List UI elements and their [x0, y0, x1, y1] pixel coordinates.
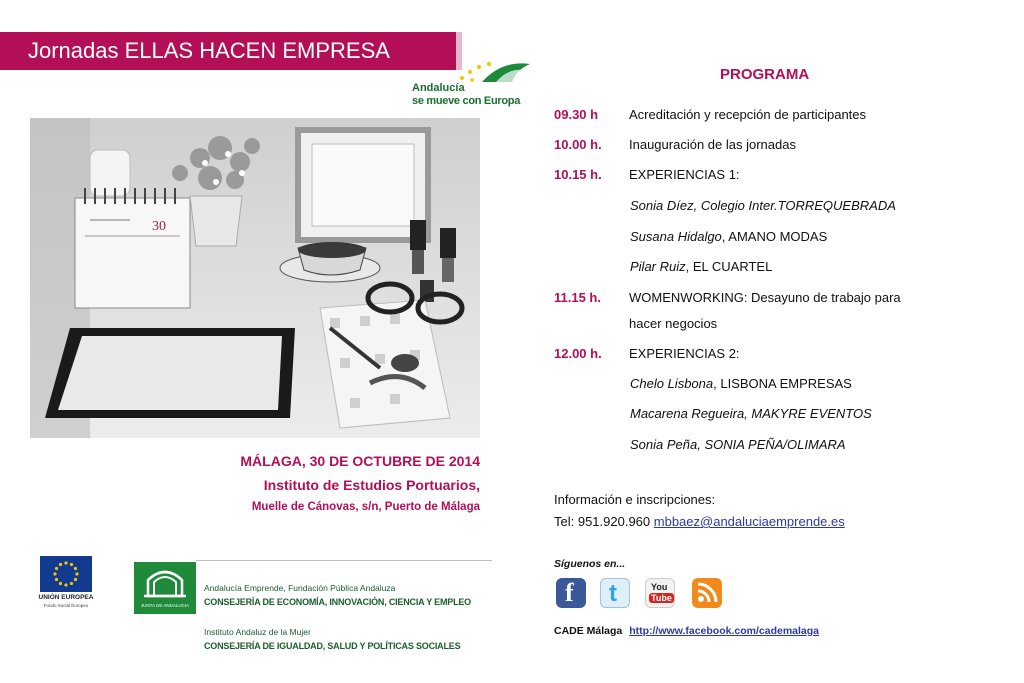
event-date: MÁLAGA, 30 DE OCTUBRE DE 2014 — [240, 453, 480, 469]
title-banner — [0, 32, 456, 70]
dept-igualdad: CONSEJERÍA DE IGUALDAD, SALUD Y POLÍTICAS SOCIALES — [204, 641, 461, 651]
logo-line1: Andalucía — [412, 82, 465, 94]
program-item: WOMENWORKING: Desayuno de trabajo para — [629, 290, 901, 305]
speaker-item — [630, 259, 772, 274]
eu-fund: Fondo Social Europeo — [43, 603, 89, 608]
program-item: EXPERIENCIAS 2: — [629, 346, 740, 361]
follow-label: Síguenos en... — [554, 558, 626, 570]
facebook-glyph: f — [565, 578, 574, 607]
logo-line2: se mueve con Europa — [412, 95, 521, 107]
cade-facebook-link[interactable]: http://www.facebook.com/cademalaga — [629, 625, 820, 637]
programa-heading: PROGRAMA — [720, 66, 810, 83]
program-time: 11.15 h. — [554, 290, 601, 305]
speaker-name: Macarena Regueira, MAKYRE EVENTOS — [630, 406, 872, 421]
twitter-icon[interactable] — [600, 578, 630, 608]
dept-economia: CONSEJERÍA DE ECONOMÍA, INNOVACIÓN, CIENCIA Y EMPLEO — [204, 597, 471, 607]
speaker-name: Sonia Peña, SONIA PEÑA/OLIMARA — [630, 437, 846, 452]
cade-label: CADE Málaga — [554, 625, 623, 637]
speaker-company: , EL CUARTEL — [685, 259, 773, 274]
twitter-glyph: t — [609, 580, 617, 607]
program-time: 10.15 h. — [554, 167, 602, 182]
speaker-name: Pilar Ruiz — [630, 259, 686, 274]
calendar-day: 30 — [152, 219, 166, 234]
speaker-company: , AMANO MODAS — [721, 229, 828, 244]
eu-flag-icon — [40, 556, 92, 592]
event-photo — [30, 118, 480, 438]
youtube-glyph-bottom: Tube — [651, 593, 672, 603]
info-heading: Información e inscripciones: — [554, 492, 716, 507]
eu-name: UNIÓN EUROPEA — [38, 594, 94, 601]
cade-line — [554, 625, 819, 637]
still-life-illustration — [30, 118, 480, 438]
speaker-company: , LISBONA EMPRESAS — [713, 376, 852, 391]
speaker-name: Sonia Díez, Colegio Inter.TORREQUEBRADA — [630, 198, 896, 213]
government-sponsors — [196, 560, 492, 661]
junta-emblem-icon — [134, 562, 196, 602]
event-venue: Instituto de Estudios Portuarios, — [263, 477, 480, 493]
program-time: 09.30 h — [554, 107, 599, 122]
speaker-item — [630, 376, 852, 391]
program-time: 12.00 h. — [554, 346, 602, 361]
program-item: Inauguración de las jornadas — [629, 137, 796, 152]
speaker-item — [630, 406, 872, 421]
facebook-icon[interactable] — [556, 578, 586, 608]
info-contact — [554, 514, 845, 529]
phone-number: Tel: 951.920.960 — [554, 514, 651, 529]
program-item: EXPERIENCIAS 1: — [629, 167, 740, 182]
junta-caption: JUNTA DE ANDALUCIA — [140, 603, 190, 608]
speaker-name: Chelo Lisbona — [630, 376, 714, 391]
youtube-glyph-top: You — [651, 582, 668, 592]
program-item-continuation: hacer negocios — [629, 316, 718, 331]
program-time: 10.00 h. — [554, 137, 602, 152]
event-address: Muelle de Cánovas, s/n, Puerto de Málaga — [251, 501, 480, 513]
eu-logo — [34, 556, 98, 618]
youtube-icon[interactable] — [645, 578, 675, 608]
speaker-item — [630, 198, 896, 213]
program-item: Acreditación y recepción de participantes — [629, 107, 867, 122]
org-instituto-mujer: Instituto Andaluz de la Mujer — [204, 627, 311, 637]
speaker-item — [630, 229, 827, 244]
email-link[interactable]: mbbaez@andaluciaemprende.es — [653, 514, 845, 529]
rss-icon[interactable] — [692, 578, 722, 608]
stars-and-flag-icon — [412, 60, 532, 84]
page-title: Jornadas ELLAS HACEN EMPRESA — [28, 38, 390, 63]
junta-andalucia-logo — [134, 562, 196, 614]
org-andalucia-emprende: Andalucía Emprende, Fundación Pública Andaluza — [204, 583, 396, 593]
speaker-name: Susana Hidalgo — [630, 229, 722, 244]
speaker-item — [630, 437, 846, 452]
andalucia-europa-logo — [412, 60, 532, 116]
